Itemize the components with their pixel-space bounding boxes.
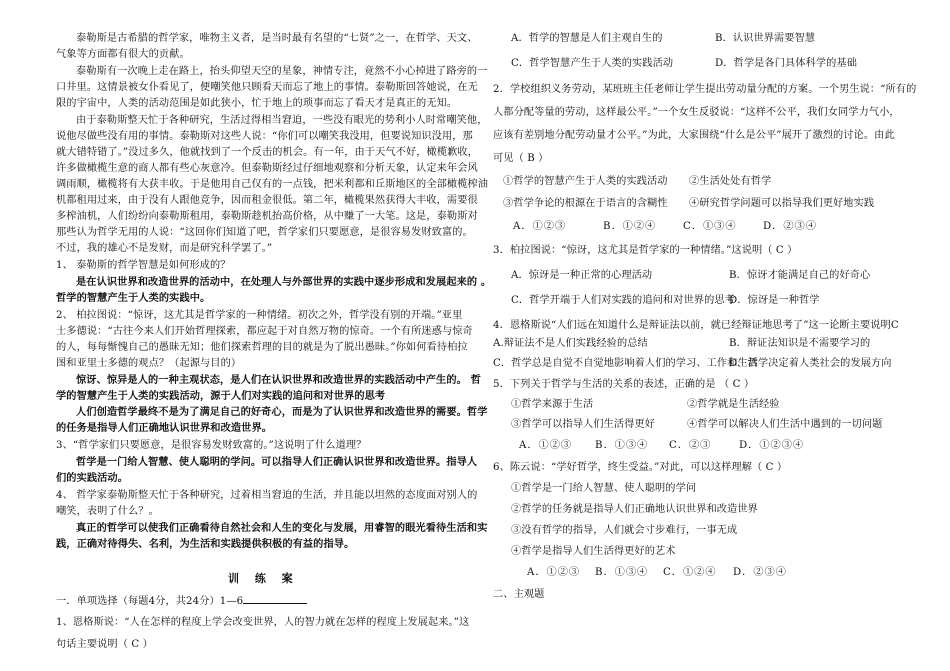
answer-4-line: 践，正确对待得失、名利，为生活和实践提供积极的有益的指导。 [56, 538, 355, 550]
q6-item-1: ①哲学是一门给人智慧、使人聪明的学问 [511, 483, 697, 494]
q3-option-b: B．惊讶才能满足自己的好奇心 [729, 270, 871, 281]
q2-option-b: B．①②④ [603, 221, 657, 232]
question-3: 3．柏拉图说：“惊讶，这尤其是哲学家的一种情绪。”这说明（ C ） [493, 245, 798, 256]
story-paragraph-3-line: 由于泰勒斯整天忙于各种研究，生活过得相当窘迫，一些没有眼光的势利小人时常嘲笑他， [76, 115, 488, 126]
q6-item-3: ③没有哲学的指导，人们就会寸步难行，一事无成 [511, 525, 738, 536]
q5-option-c: C．②③ [669, 440, 712, 451]
q6-item-4: ④哲学是指导人们生活得更好的艺术 [511, 546, 676, 557]
q2-item-1: ①哲学的智慧产生于人类的实践活动 [503, 176, 668, 187]
q5-item-2: ②哲学就是生活经验 [687, 399, 780, 410]
q6-item-2: ②哲学的任务就是指导人们正确地认识世界和改造世界 [511, 504, 758, 515]
answer-2-line: 学的智慧产生于人类的实践活动，源于人们对实践的追问和对世界的思考 [56, 390, 386, 402]
single-choice-heading-text: 一．单项选择（每题4分，共24分）1—6 [56, 596, 244, 607]
q1-option-a: A．哲学的智慧是人们主观自生的 [511, 33, 663, 44]
story-paragraph-3-line: 机都租用过来，由于没有人跟他竞争，因而租金很低。第二年，橄榄果然获得大丰收，需要很 [56, 195, 478, 206]
question-2-line: 士多德说：“古往今来人们开始哲理探索，都应起于对自然万物的惊奇。一个有所迷惑与惊奇 [56, 326, 473, 337]
answer-2-line: 人们创造哲学最终不是为了满足自己的好奇心，而是为了认识世界和改造世界的需要。哲学 [76, 406, 488, 418]
story-paragraph-3-line: 许多做橄榄生意的商人都有些心灰意冷。但泰勒斯经过仔细地观察和分析天象，认定来年会风 [56, 163, 478, 174]
question-2-line: 2、 柏拉图说：“惊讶，这尤其是哲学家的一种情绪。初次之外，哲学没有别的开端。”亚里 [56, 310, 463, 321]
q2-item-2: ②生活处处有哲学 [689, 176, 772, 187]
q1-option-d: D．哲学是各门具体科学的基础 [715, 58, 858, 69]
story-paragraph-3-line: 多榨油机，人们纷纷向泰勒斯租用，泰勒斯趁机抬高价格，从中赚了一大笔。这是，泰勒斯对 [56, 211, 478, 222]
q6-option-b: B．①③④ [595, 567, 649, 578]
story-paragraph-1-line: 泰勒斯是古希腊的哲学家，唯物主义者，是当时最有名望的“七贤”之一，在哲学、天文、 [76, 33, 478, 44]
q5-item-4: ④哲学可以解决人们生活中遇到的一切问题 [687, 419, 883, 430]
q3-option-c: C．哲学开端于人们对实践的追问和对世界的思考 [511, 295, 735, 306]
q6-option-a: A．①②③ [527, 567, 581, 578]
q5-option-d: D．①②③④ [739, 440, 805, 451]
test-question-1-line: 句话主要说明（ C ） [56, 639, 153, 650]
answer-3-line: 哲学是一门给人智慧、使人聪明的学问。可以指导人们正确认识世界和改造世界。指导人 [76, 456, 478, 468]
q1-option-c: C．哲学智慧产生于人类的实践活动 [511, 58, 674, 69]
q2-item-4: ④研究哲学问题可以指导我们更好地实践 [689, 198, 875, 209]
question-2-line: 2．学校组织义务劳动，某班班主任老师让学生提出劳动量分配的方案。一个男生说：“所有的 [493, 84, 917, 95]
story-paragraph-3-line: 说他尽做些没有用的事情。泰勒斯对这些人说：“你们可以嘲笑我没用，但要说知识没用，那 [56, 131, 473, 142]
subjective-section-heading: 二、主观题 [493, 589, 545, 600]
question-4-line: 嘲笑，表明了什么？。 [56, 506, 159, 517]
answer-3-line: 们的实践活动。 [56, 472, 129, 484]
q4-option-a: A.辩证法不是人们实践经验的总结 [493, 338, 648, 349]
answer-1-line: 是在认识世界和改造世界的活动中，在处理人与外部世界的实践中逐步形成和发展起来的 。 [76, 276, 492, 288]
q5-item-3: ③哲学可以指导人们生活得更好 [511, 419, 656, 430]
q1-option-b: B．认识世界需要智慧 [715, 33, 816, 44]
q5-option-b: B．①③④ [595, 440, 649, 451]
question-2-line: 人都分配等量的劳动，这样最公平。”一个女生反驳说：“这样不公平，我们女同学力气小， [493, 107, 900, 118]
q5-item-1: ①哲学来源于生活 [511, 399, 594, 410]
story-paragraph-2-line: 泰勒斯有一次晚上走在路上，抬头仰望天空的星象，神情专注，竟然不小心掉进了路旁的一 [76, 66, 488, 77]
question-2-line: 可见（ B ） [493, 153, 549, 164]
q2-option-c: C．①③④ [683, 221, 737, 232]
story-paragraph-3-line: 调雨顺，橄榄将有大获丰收。于是他用自己仅有的一点钱，把米利都和丘斯地区的全部橄榄榨油 [56, 179, 489, 190]
story-paragraph-2-line: 口井里。这情景被女仆看见了，便嘲笑他只顾看天而忘了地上的事情。泰勒斯回答她说，在无 [56, 82, 478, 93]
single-choice-heading [56, 594, 307, 608]
blank-underline [243, 594, 307, 604]
answer-1-line: 哲学的智慧产生于人类的实践中。 [56, 292, 211, 304]
answer-2-line: 惊讶、惊异是人的一种主观状态，是人们在认识世界和改造世界的实践活动中产生的。 哲 [76, 374, 481, 386]
question-1: 1、 泰勒斯的哲学智慧是如何形成的？ [56, 260, 231, 271]
question-5: 5．下列关于哲学与生活的关系的表述，正确的是 （ C ） [493, 379, 755, 390]
question-2-line: 的人，每每惭愧自己的愚昧无知；他们探索哲理的目的就是为了脱出愚昧。”你如何看待柏拉 [56, 342, 468, 353]
answer-4-line: 真正的哲学可以使我们正确看待自然社会和人生的变化与发展，用睿智的眼光看待生活和实 [76, 522, 488, 534]
story-paragraph-3-line: 就大错特错了。”没过多久，他就找到了一个反击的机会。有一年，由于天气不好，橄榄歉收， [56, 147, 478, 158]
story-paragraph-1-line: 气象等方面都有很大的贡献。 [56, 49, 190, 60]
question-3: 3、“哲学家们只要愿意，是很容易发财致富的。”这说明了什么道理？ [56, 440, 367, 451]
question-6: 6、陈云说：“学好哲学，终生受益。”对此，可以这样理解（ C ） [493, 462, 788, 473]
question-2-line: 图和亚里士多德的观点？（起源与目的） [56, 358, 242, 369]
section-title: 训 练 案 [228, 572, 299, 585]
q5-option-a: A．①②③ [519, 440, 573, 451]
q2-item-3: ③哲学争论的根源在于语言的含糊性 [503, 198, 668, 209]
story-paragraph-3-line: 不过，我的雄心不是发财，而是研究科学罢了。” [56, 243, 273, 254]
q3-option-d: D．惊讶是一种哲学 [729, 295, 820, 306]
q2-option-a: A．①②③ [513, 221, 567, 232]
q2-option-d: D．②③④ [763, 221, 817, 232]
q6-option-c: C．①②④ [663, 567, 717, 578]
q4-option-c: C．哲学总是自觉不自觉地影响着人们的学习、工作和生活 [493, 358, 759, 369]
q4-option-b: B．辩证法知识是不需要学习的 [729, 338, 871, 349]
q6-option-d: D．②③④ [733, 567, 787, 578]
question-2-line: 应该有差别地分配劳动量才公平。”为此，大家围绕“什么是公平”展开了激烈的讨论。由此 [493, 130, 895, 141]
question-4: 4．恩格斯说“人们远在知道什么是辩证法以前，就已经辩证地思考了”这一论断主要说明C [493, 320, 899, 331]
q3-option-a: A．惊讶是一种正常的心理活动 [511, 270, 653, 281]
q4-option-d: D．哲学决定着人类社会的发展方向 [729, 358, 892, 369]
answer-2-line: 的任务是指导人们正确地认识世界和改造世界。 [56, 422, 273, 434]
story-paragraph-3-line: 那些认为哲学无用的人说：“这回你们知道了吧，哲学家们只要愿意，是很容易发财致富的。 [56, 227, 473, 238]
test-question-1-line: 1、恩格斯说：“人在怎样的程度上学会改变世界，人的智力就在怎样的程度上发展起来。”这 [56, 617, 470, 628]
story-paragraph-2-line: 限的宇宙中，人类的活动范围是如此狭小，忙于地上的琐事而忘了看天才是真正的无知。 [56, 98, 458, 109]
question-4-line: 4、 哲学家泰勒斯整天忙于各种研究，过着相当窘迫的生活，并且能以坦然的态度面对别人的 [56, 490, 478, 501]
